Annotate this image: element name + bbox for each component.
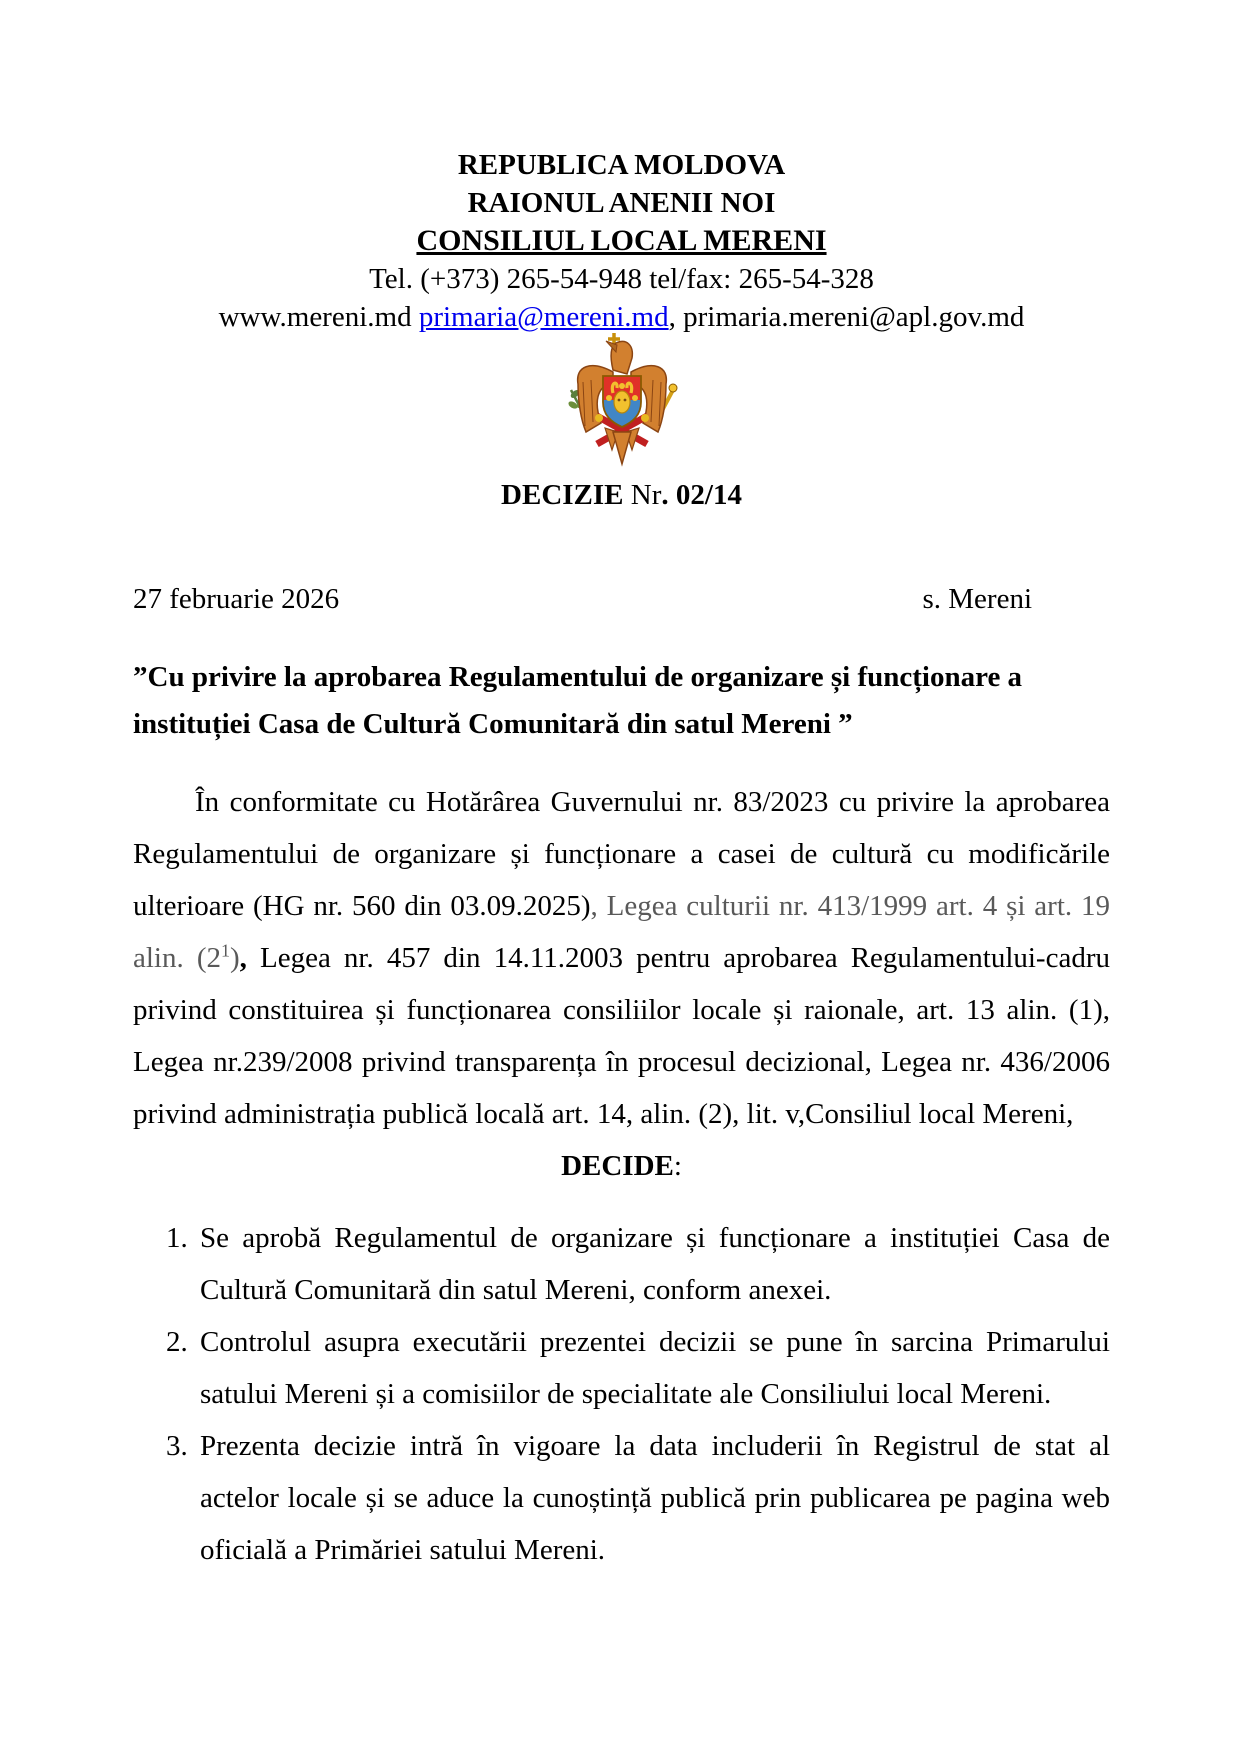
list-item-text: Se aprobă Regulamentul de organizare și funcționare a instituției Casa de Cultură Comunitară din satul Mereni, conform anexei. bbox=[200, 1222, 1110, 1306]
decision-number: . 02/14 bbox=[661, 479, 742, 511]
moldova-coat-of-arms-icon bbox=[561, 330, 683, 468]
preamble-superscript: 1 bbox=[221, 940, 230, 961]
list-item-number: 3. bbox=[166, 1430, 188, 1462]
letterhead-district: RAIONUL ANENII NOI bbox=[467, 187, 776, 219]
decision-number-heading bbox=[133, 476, 1110, 514]
decision-subject-title: ”Cu privire la aprobarea Regulamentului de organizare și funcționare a instituției Casa de Cultură Comunitară din satul Mereni ” bbox=[133, 661, 1023, 740]
letterhead bbox=[133, 146, 1110, 336]
list-item-text: Prezenta decizie intră în vigoare la data includerii în Registrul de stat al actelor locale și se aduce la cunoștință publică prin publicarea pe pagina web oficială a Primăriei satului Mereni. bbox=[200, 1430, 1110, 1566]
preamble-paragraph bbox=[133, 776, 1110, 1140]
list-item bbox=[166, 1420, 1110, 1576]
decision-date: 27 februarie 2026 bbox=[133, 583, 340, 615]
preamble-bold-comma: , bbox=[239, 942, 247, 974]
decide-colon: : bbox=[673, 1150, 682, 1182]
list-item-text: Controlul asupra executării prezentei decizii se pune în sarcina Primarului satului Mereni și a comisiilor de specialitate ale Consiliului local Mereni. bbox=[200, 1326, 1110, 1410]
decision-place: s. Mereni bbox=[922, 583, 1032, 615]
email-link[interactable]: primaria@mereni.md bbox=[418, 301, 669, 333]
list-item bbox=[166, 1316, 1110, 1420]
decision-word: DECIZIE bbox=[501, 479, 624, 511]
coat-of-arms-container bbox=[133, 330, 1110, 470]
letterhead-council: CONSILIUL LOCAL MERENI bbox=[416, 224, 827, 257]
decide-heading bbox=[133, 1140, 1110, 1192]
secondary-email-text: , primaria.mereni@apl.gov.md bbox=[668, 301, 1025, 333]
decide-word: DECIDE bbox=[561, 1150, 674, 1182]
letterhead-telephone: Tel. (+373) 265-54-948 tel/fax: 265-54-328 bbox=[369, 263, 874, 295]
dateline bbox=[133, 580, 1110, 618]
list-item bbox=[166, 1212, 1110, 1316]
preamble-gray-close: ) bbox=[229, 942, 240, 974]
preamble-part1: În conformitate cu Hotărârea Guvernului nr. 83/2023 cu privire la aprobarea Regulamentului de organizare și funcționare a casei de cultură cu modificările ulterioare (HG nr. 560 din 03.09.2025) bbox=[133, 786, 1110, 922]
decision-items-list bbox=[133, 1212, 1110, 1576]
preamble-gray-part: , Legea culturii nr. 413/1999 art. 4 și art. 19 alin. (2 bbox=[133, 890, 1110, 974]
list-item-number: 1. bbox=[166, 1222, 188, 1254]
preamble-part5: Legea nr. 457 din 14.11.2003 pentru aprobarea Regulamentului-cadru privind constituirea și funcționarea consiliilor locale și raionale, art. 13 alin. (1), Legea nr.239/2008 privind transparența în procesul decizional, Legea nr. 436/2006 privind administrația publică locală art. 14, alin. (2), lit. v,Consiliul local Mereni, bbox=[133, 942, 1110, 1130]
website-text: www.mereni.md bbox=[218, 301, 419, 333]
letterhead-country: REPUBLICA MOLDOVA bbox=[457, 149, 786, 181]
list-item-number: 2. bbox=[166, 1326, 188, 1358]
decision-nr-label: Nr bbox=[623, 479, 662, 511]
